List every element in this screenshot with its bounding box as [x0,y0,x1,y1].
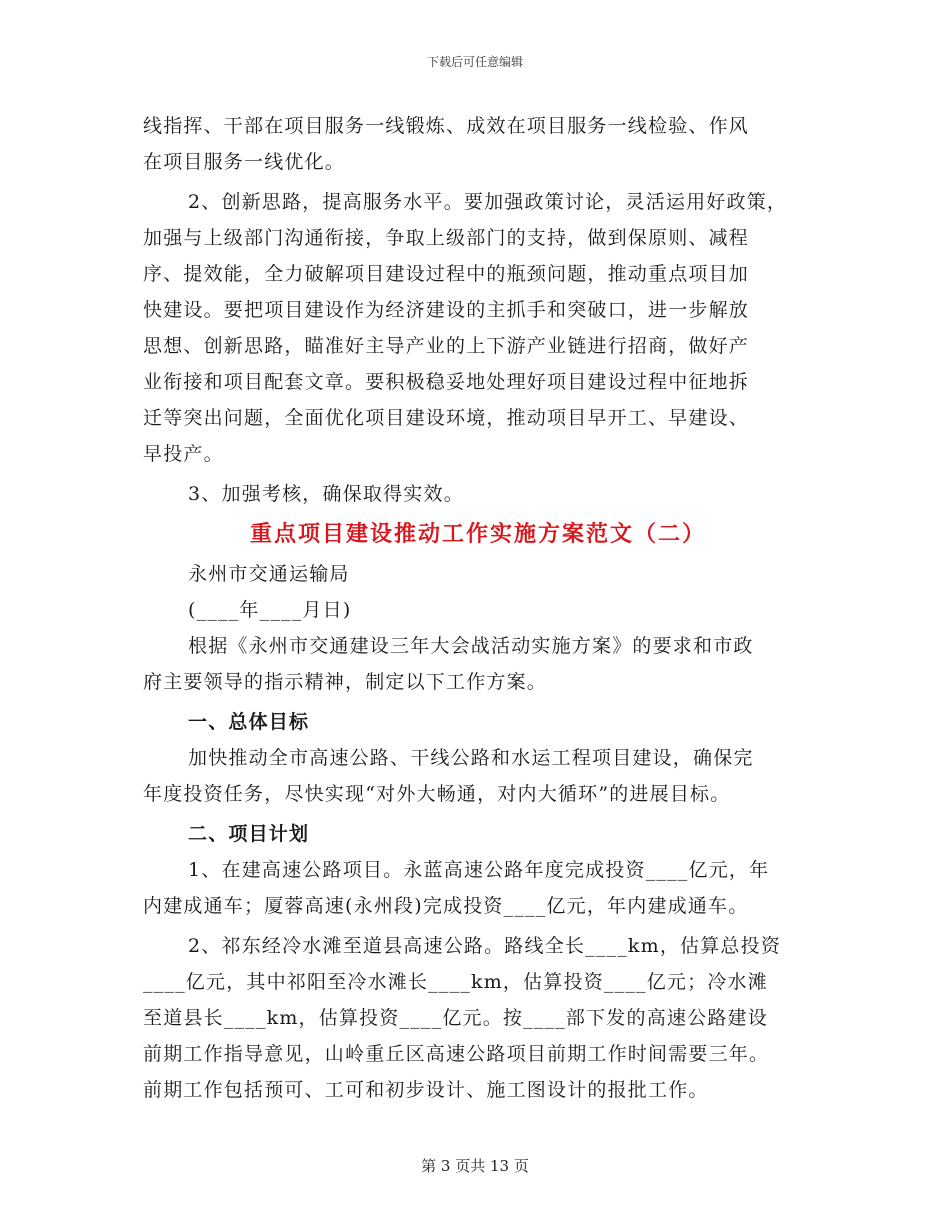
paragraph-line: 府主要领导的指示精神，制定以下工作方案。 [143,671,548,693]
date-line: (____年____月日) [188,599,352,621]
paragraph-line: 根据《永州市交通建设三年大会战活动实施方案》的要求和市政 [188,635,754,657]
paragraph-line: 前期工作包括预可、工可和初步设计、施工图设计的报批工作。 [143,1079,709,1101]
page-footer: 第 3 页共 13 页 [421,1157,529,1175]
paragraph-line: 加快推动全市高速公路、干线公路和水运工程项目建设，确保完 [188,747,754,769]
page-header: 下载后可任意编辑 [426,55,523,69]
paragraph-line: 思想、创新思路，瞄准好主导产业的上下游产业链进行招商，做好产 [143,335,750,357]
section-heading: 一、总体目标 [188,711,310,733]
paragraph-line: 3、加强考核，确保取得实效。 [188,483,464,505]
section-heading: 二、项目计划 [188,823,310,845]
issuer-line: 永州市交通运输局 [188,563,350,585]
paragraph-line: 在项目服务一线优化。 [143,151,346,173]
paragraph-line: 线指挥、干部在项目服务一线锻炼、成效在项目服务一线检验、作风 [143,115,750,137]
paragraph-line: 1、在建高速公路项目。永蓝高速公路年度完成投资____亿元，年 [188,859,770,881]
paragraph-line: 迁等突出问题，全面优化项目建设环境，推动项目早开工、早建设、 [143,407,750,429]
paragraph-line: 业衔接和项目配套文章。要积极稳妥地处理好项目建设过程中征地拆 [143,371,750,393]
paragraph-line: 2、祁东经冷水滩至道县高速公路。路线全长____km，估算总投资 [188,935,782,957]
paragraph-line: 前期工作指导意见，山岭重丘区高速公路项目前期工作时间需要三年。 [143,1043,770,1065]
paragraph-line: 序、提效能，全力破解项目建设过程中的瓶颈问题，推动重点项目加 [143,263,750,285]
paragraph-line: 年度投资任务，尽快实现“对外大畅通，对内大循环”的进展目标。 [143,783,731,805]
section-title: 重点项目建设推动工作实施方案范文（二） [249,521,706,547]
paragraph-line: 内建成通车；厦蓉高速(永州段)完成投资____亿元，年内建成通车。 [143,895,749,917]
paragraph-line: 2、创新思路，提高服务水平。要加强政策讨论，灵活运用好政策， [188,191,788,213]
document-body [143,108,823,1108]
paragraph-line: 加强与上级部门沟通衔接，争取上级部门的支持，做到保原则、减程 [143,227,750,249]
paragraph-line: 快建设。要把项目建设作为经济建设的主抓手和突破口，进一步解放 [143,299,750,321]
paragraph-line: ____亿元，其中祁阳至冷水滩长____km，估算投资____亿元；冷水滩 [143,971,768,993]
paragraph-line: 至道县长____km，估算投资____亿元。按____部下发的高速公路建设 [143,1007,768,1029]
paragraph-line: 早投产。 [143,443,224,465]
